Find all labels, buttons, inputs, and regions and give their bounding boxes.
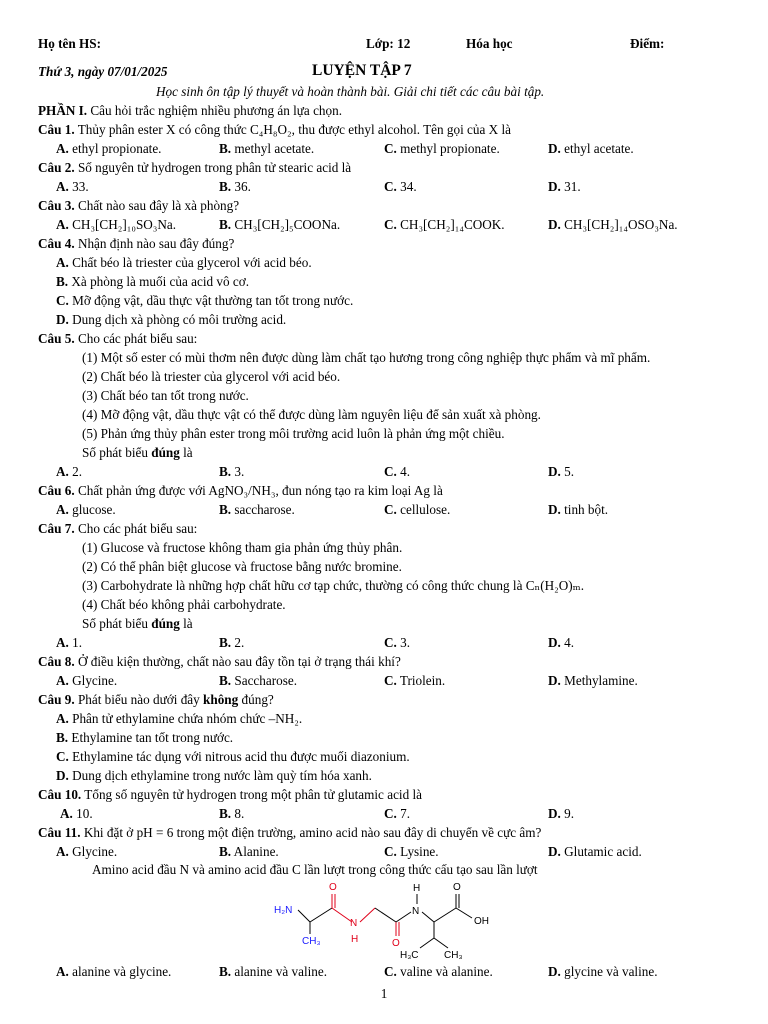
oxygen-label: O <box>453 882 461 893</box>
q4-option-b[interactable]: B. Xà phòng là muối của acid vô cơ. <box>56 274 250 289</box>
q7-statement-1: (1) Glucose và fructose không tham gia phản ứng thủy phân. <box>82 540 403 555</box>
q5-statement-1: (1) Một số ester có mùi thơm nên được dùng làm chất tạo hương trong công nghiệp thực phẩm và mĩ phẩm. <box>82 350 651 365</box>
q9-option-c[interactable]: C. Ethylamine tác dụng với nitrous acid thu được muối diazonium. <box>56 749 410 764</box>
q5-statement-5: (5) Phản ứng thủy phân ester trong môi trường acid luôn là phản ứng một chiều. <box>82 426 505 441</box>
q9-option-a[interactable]: A. Phân tử ethylamine chứa nhóm chức –NH₂. <box>56 711 303 726</box>
hydroxyl-label: OH <box>474 916 489 927</box>
q8-option-a[interactable]: A. Glycine. <box>56 673 118 688</box>
methyl-label: CH₃ <box>444 950 463 961</box>
name-label: Họ tên HS: <box>38 36 102 51</box>
question-2: Câu 2. Số nguyên tử hydrogen trong phân tử stearic acid là <box>38 160 352 175</box>
methyl-label: CH₃ <box>302 936 321 947</box>
q3-option-d[interactable]: D. CH₃[CH₂]₁₄OSO₃Na. <box>548 217 678 232</box>
bond <box>396 912 411 922</box>
q3-option-a[interactable]: A. CH₃[CH₂]₁₀SO₃Na. <box>56 217 177 232</box>
q5-prompt: Số phát biểu đúng là <box>82 445 193 460</box>
q8-option-d[interactable]: D. Methylamine. <box>548 673 638 688</box>
q2-option-b[interactable]: B. 36. <box>219 179 251 194</box>
q2-option-a[interactable]: A. 33. <box>56 179 89 194</box>
q10-option-d[interactable]: D. 9. <box>548 806 575 821</box>
q12-option-a[interactable]: A. alanine và glycine. <box>56 964 172 979</box>
amide-nitrogen-label: N <box>350 918 358 929</box>
q5-option-d[interactable]: D. 5. <box>548 464 575 479</box>
question-3: Câu 3. Chất nào sau đây là xà phòng? <box>38 198 240 213</box>
dipeptide-structure <box>270 878 500 962</box>
q5-option-b[interactable]: B. 3. <box>219 464 245 479</box>
q11-option-d[interactable]: D. Glutamic acid. <box>548 844 642 859</box>
q4-option-c[interactable]: C. Mỡ động vật, dầu thực vật thường tan tốt trong nước. <box>56 293 354 308</box>
oxygen-label: O <box>329 882 337 893</box>
bond <box>456 908 472 918</box>
q4-option-a[interactable]: A. Chất béo là triester của glycerol với acid béo. <box>56 255 312 270</box>
bond <box>375 908 396 922</box>
q7-option-c[interactable]: C. 3. <box>384 635 411 650</box>
q5-option-a[interactable]: A. 2. <box>56 464 83 479</box>
q6-option-c[interactable]: C. cellulose. <box>384 502 451 517</box>
question-6: Câu 6. Chất phản ứng được với AgNO₃/NH₃, đun nóng tạo ra kim loại Ag là <box>38 483 443 498</box>
q5-statement-2: (2) Chất béo là triester của glycerol với acid béo. <box>82 369 341 384</box>
bond <box>434 938 448 948</box>
q11-option-b[interactable]: B. Alanine. <box>219 844 279 859</box>
q6-option-b[interactable]: B. saccharose. <box>219 502 295 517</box>
nitrogen-label: N <box>412 906 420 917</box>
q8-option-b[interactable]: B. Saccharose. <box>219 673 297 688</box>
part-heading: PHẦN I. Câu hỏi trắc nghiệm nhiều phương án lựa chọn. <box>38 103 343 118</box>
q10-option-c[interactable]: C. 7. <box>384 806 411 821</box>
question-7: Câu 7. Cho các phát biểu sau: <box>38 521 198 536</box>
amino-group-label: H₂N <box>274 905 293 916</box>
q6-option-a[interactable]: A. glucose. <box>56 502 116 517</box>
q2-option-d[interactable]: D. 31. <box>548 179 581 194</box>
q1-option-c[interactable]: C. methyl propionate. <box>384 141 500 156</box>
q1-option-d[interactable]: D. ethyl acetate. <box>548 141 634 156</box>
question-1: Câu 1. Thủy phân ester X có công thức C₄H₈O₂, thu được ethyl alcohol. Tên gọi của X là <box>38 122 511 137</box>
class-label: Lớp: 12 <box>366 36 411 51</box>
date-line: Thứ 3, ngày 07/01/2025 <box>38 64 168 79</box>
bond <box>434 908 456 922</box>
question-11: Câu 11. Khi đặt ở pH = 6 trong một điện trường, amino acid nào sau đây di chuyển về cực âm? <box>38 825 542 840</box>
bond <box>298 910 310 922</box>
question-9: Câu 9. Phát biểu nào dưới đây không đúng? <box>38 692 274 707</box>
q1-option-b[interactable]: B. methyl acetate. <box>219 141 315 156</box>
subject-label: Hóa học <box>466 36 513 51</box>
amide-hydrogen-label: H <box>351 934 359 945</box>
q5-option-c[interactable]: C. 4. <box>384 464 411 479</box>
q2-option-c[interactable]: C. 34. <box>384 179 417 194</box>
q4-option-d[interactable]: D. Dung dịch xà phòng có môi trường acid. <box>56 312 287 327</box>
q11-option-a[interactable]: A. Glycine. <box>56 844 118 859</box>
q6-option-d[interactable]: D. tinh bột. <box>548 502 609 517</box>
bond <box>310 908 332 922</box>
q10-option-b[interactable]: B. 8. <box>219 806 245 821</box>
bond <box>332 908 352 922</box>
q11-option-c[interactable]: C. Lysine. <box>384 844 439 859</box>
q7-statement-2: (2) Có thể phân biệt glucose và fructose bằng nước bromine. <box>82 559 402 574</box>
question-5: Câu 5. Cho các phát biểu sau: <box>38 331 198 346</box>
q12-option-c[interactable]: C. valine và alanine. <box>384 964 493 979</box>
q7-statement-3: (3) Carbohydrate là những hợp chất hữu cơ tạp chức, thường có công thức chung là Cₙ(H₂O)ₘ. <box>82 578 585 593</box>
question-8: Câu 8. Ở điều kiện thường, chất nào sau đây tồn tại ở trạng thái khí? <box>38 654 401 669</box>
q7-statement-4: (4) Chất béo không phải carbohydrate. <box>82 597 286 612</box>
bond <box>420 938 434 948</box>
hydrogen-label: H <box>413 883 421 894</box>
q3-option-c[interactable]: C. CH₃[CH₂]₁₄COOK. <box>384 217 505 232</box>
q9-option-b[interactable]: B. Ethylamine tan tốt trong nước. <box>56 730 234 745</box>
q5-statement-3: (3) Chất béo tan tốt trong nước. <box>82 388 249 403</box>
q8-option-c[interactable]: C. Triolein. <box>384 673 446 688</box>
question-4: Câu 4. Nhận định nào sau đây đúng? <box>38 236 235 251</box>
q5-statement-4: (4) Mỡ động vật, dầu thực vật có thể được dùng làm nguyên liệu để sản xuất xà phòng. <box>82 407 541 422</box>
q12-option-b[interactable]: B. alanine và valine. <box>219 964 328 979</box>
instruction: Học sinh ôn tập lý thuyết và hoàn thành bài. Giải chi tiết các câu bài tập. <box>156 84 545 99</box>
oxygen-label: O <box>392 938 400 949</box>
q3-option-b[interactable]: B. CH₃[CH₂]₅COONa. <box>219 217 341 232</box>
page-title: LUYỆN TẬP 7 <box>312 62 412 79</box>
question-12: Amino acid đầu N và amino acid đầu C lần lượt trong công thức cấu tạo sau lần lượt <box>92 862 538 877</box>
q7-prompt: Số phát biểu đúng là <box>82 616 193 631</box>
page-number: 1 <box>380 986 388 1001</box>
score-label: Điểm: <box>630 36 665 51</box>
q7-option-a[interactable]: A. 1. <box>56 635 83 650</box>
q10-option-a[interactable]: A. 10. <box>60 806 93 821</box>
q1-option-a[interactable]: A. ethyl propionate. <box>56 141 162 156</box>
bond <box>422 912 434 922</box>
q7-option-d[interactable]: D. 4. <box>548 635 575 650</box>
question-10: Câu 10. Tổng số nguyên tử hydrogen trong một phân tử glutamic acid là <box>38 787 422 802</box>
q7-option-b[interactable]: B. 2. <box>219 635 245 650</box>
q12-option-d[interactable]: D. glycine và valine. <box>548 964 658 979</box>
bond <box>360 908 375 922</box>
q9-option-d[interactable]: D. Dung dịch ethylamine trong nước làm quỳ tím hóa xanh. <box>56 768 372 783</box>
methyl-label: H₃C <box>400 950 419 961</box>
